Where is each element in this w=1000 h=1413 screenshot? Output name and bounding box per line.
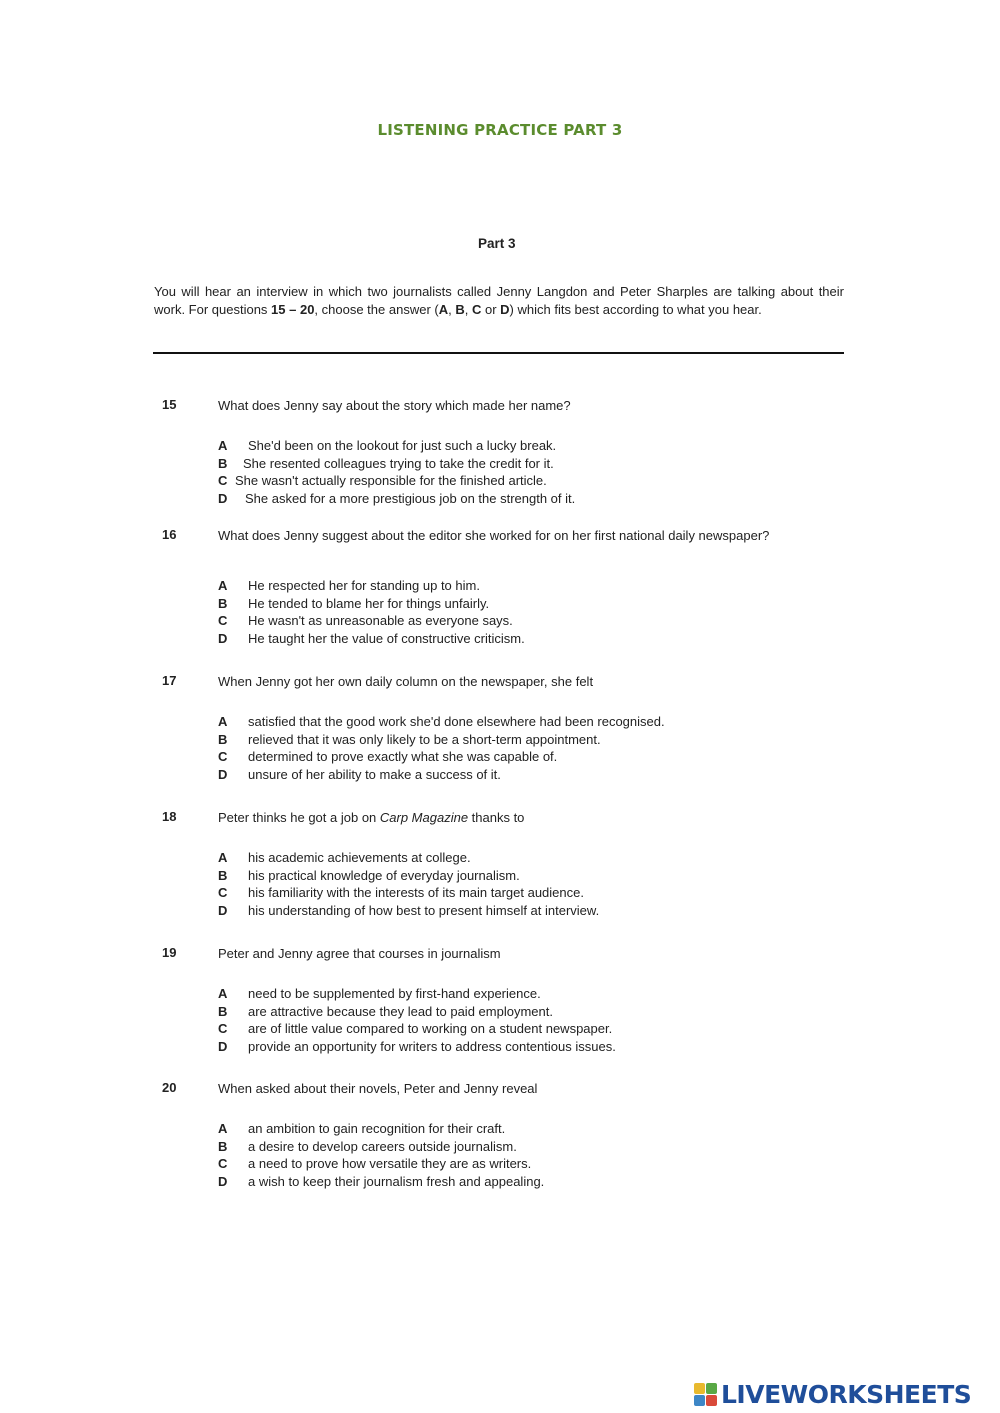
- answer-option-c[interactable]: [218, 612, 525, 630]
- intro-text: ,: [464, 302, 472, 317]
- logo-square: [694, 1383, 705, 1394]
- answer-option-b[interactable]: [218, 731, 665, 749]
- part-heading: Part 3: [478, 236, 516, 251]
- option-letter: A: [218, 986, 228, 1001]
- option-letter: B: [218, 1003, 228, 1019]
- answer-option-a[interactable]: [218, 713, 665, 731]
- question-stem: When asked about their novels, Peter and Jenny reveal: [218, 1081, 538, 1096]
- answer-options: [218, 713, 665, 783]
- option-text: relieved that it was only likely to be a short-term appointment.: [248, 731, 601, 747]
- option-text: He tended to blame her for things unfairly.: [248, 595, 490, 611]
- option-letter: C: [218, 885, 228, 900]
- option-text: She wasn't actually responsible for the finished article.: [235, 473, 547, 488]
- question-number: 15: [162, 397, 177, 412]
- answer-option-c[interactable]: [218, 1020, 616, 1038]
- intro-text: ,: [448, 302, 456, 317]
- answer-options: [218, 1120, 544, 1190]
- option-letter: D: [218, 1173, 228, 1189]
- answer-option-b[interactable]: [218, 1003, 616, 1021]
- answer-options: [218, 849, 599, 919]
- answer-option-c[interactable]: [218, 748, 665, 766]
- option-letter: B: [218, 731, 228, 747]
- option-text: his familiarity with the interests of its main target audience.: [248, 885, 584, 900]
- option-letter: D: [218, 902, 228, 918]
- option-letter: B: [218, 455, 228, 471]
- question-stem: When Jenny got her own daily column on the newspaper, she felt: [218, 674, 594, 689]
- option-letter: A: [218, 1121, 228, 1136]
- question-number: 20: [162, 1080, 177, 1095]
- option-text: provide an opportunity for writers to address contentious issues.: [248, 1038, 616, 1054]
- stem-text: Peter thinks he got a job on: [218, 810, 380, 825]
- liveworksheets-wordmark: LIVEWORKSHEETS: [721, 1379, 972, 1409]
- answer-option-a[interactable]: [218, 849, 599, 867]
- option-text: She resented colleagues trying to take the credit for it.: [243, 455, 554, 471]
- option-letter: D: [218, 630, 228, 646]
- option-letter: B: [218, 595, 228, 611]
- intro-text: , choose the answer (: [314, 302, 439, 317]
- option-text: an ambition to gain recognition for their craft.: [248, 1121, 506, 1136]
- logo-square: [706, 1383, 717, 1394]
- intro-letter: B: [455, 302, 465, 317]
- option-text: She asked for a more prestigious job on the strength of it.: [245, 490, 576, 506]
- instructions: [154, 283, 844, 319]
- answer-option-d[interactable]: [218, 630, 525, 648]
- option-text: a wish to keep their journalism fresh and appealing.: [248, 1173, 545, 1189]
- option-text: are attractive because they lead to paid employment.: [248, 1003, 553, 1019]
- logo-square: [706, 1395, 717, 1406]
- option-letter: D: [218, 1038, 228, 1054]
- answer-option-b[interactable]: [218, 455, 575, 473]
- option-text: He wasn't as unreasonable as everyone says.: [248, 613, 513, 628]
- intro-text: You will hear an interview in which two journalists called Jenny Langdon and Peter Sharples are talking about their work. For questions: [154, 284, 844, 317]
- answer-option-b[interactable]: [218, 1138, 544, 1156]
- intro-letter: C: [471, 302, 482, 317]
- intro-range: 15 – 20: [271, 302, 315, 317]
- option-text: need to be supplemented by first-hand experience.: [248, 986, 541, 1001]
- option-letter: A: [218, 850, 228, 865]
- option-text: unsure of her ability to make a success of it.: [248, 766, 501, 782]
- answer-option-b[interactable]: [218, 595, 525, 613]
- option-text: He respected her for standing up to him.: [248, 578, 480, 593]
- question-number: 18: [162, 809, 177, 824]
- option-letter: C: [218, 1021, 228, 1036]
- option-text: He taught her the value of constructive criticism.: [248, 630, 525, 646]
- answer-option-a[interactable]: [218, 437, 575, 455]
- answer-option-a[interactable]: [218, 1120, 544, 1138]
- option-text: determined to prove exactly what she was capable of.: [248, 749, 558, 764]
- option-letter: B: [218, 867, 228, 883]
- option-text: his practical knowledge of everyday journalism.: [248, 867, 520, 883]
- liveworksheets-logo-icon: [694, 1383, 717, 1406]
- option-letter: A: [218, 438, 228, 453]
- option-letter: D: [218, 766, 228, 782]
- question-number: 17: [162, 673, 177, 688]
- option-text: are of little value compared to working on a student newspaper.: [248, 1021, 613, 1036]
- answer-option-d[interactable]: [218, 766, 665, 784]
- liveworksheets-logo[interactable]: [694, 1377, 971, 1411]
- intro-text: ) which fits best according to what you hear.: [509, 302, 762, 317]
- option-letter: C: [218, 613, 228, 628]
- question-stem: [218, 809, 798, 827]
- question-stem: Peter and Jenny agree that courses in journalism: [218, 946, 501, 961]
- option-text: his academic achievements at college.: [248, 850, 471, 865]
- answer-option-c[interactable]: [218, 472, 575, 490]
- stem-text: thanks to: [468, 810, 525, 825]
- answer-option-a[interactable]: [218, 577, 525, 595]
- question-number: 16: [162, 527, 177, 542]
- option-text: She'd been on the lookout for just such a lucky break.: [248, 438, 557, 453]
- option-letter: C: [218, 1156, 228, 1171]
- option-text: a desire to develop careers outside journalism.: [248, 1138, 517, 1154]
- answer-option-a[interactable]: [218, 985, 616, 1003]
- logo-square: [694, 1395, 705, 1406]
- option-letter: C: [218, 749, 228, 764]
- answer-option-d[interactable]: [218, 902, 599, 920]
- question-number: 19: [162, 945, 177, 960]
- answer-options: [218, 437, 575, 507]
- intro-letter: D: [500, 302, 510, 317]
- magazine-title: Carp Magazine: [379, 810, 469, 825]
- intro-text: or: [481, 302, 501, 317]
- answer-option-b[interactable]: [218, 867, 599, 885]
- option-text: satisfied that the good work she'd done elsewhere had been recognised.: [248, 714, 665, 729]
- question-stem: What does Jenny suggest about the editor she worked for on her first national daily newspaper?: [218, 528, 770, 543]
- answer-option-d[interactable]: [218, 1173, 544, 1191]
- option-letter: A: [218, 714, 228, 729]
- question-stem: What does Jenny say about the story which made her name?: [218, 398, 571, 413]
- answer-options: [218, 577, 525, 647]
- option-text: his understanding of how best to present himself at interview.: [248, 902, 600, 918]
- answer-options: [218, 985, 616, 1055]
- option-text: a need to prove how versatile they are as writers.: [248, 1156, 532, 1171]
- divider-line: [153, 352, 844, 354]
- answer-option-d[interactable]: [218, 490, 575, 508]
- option-letter: A: [218, 578, 228, 593]
- option-letter: B: [218, 1138, 228, 1154]
- intro-letter: A: [438, 302, 449, 317]
- answer-option-c[interactable]: [218, 884, 599, 902]
- option-letter: D: [218, 490, 228, 506]
- answer-option-d[interactable]: [218, 1038, 616, 1056]
- answer-option-c[interactable]: [218, 1155, 544, 1173]
- option-letter: C: [218, 473, 228, 488]
- page-title: LISTENING PRACTICE PART 3: [377, 121, 623, 139]
